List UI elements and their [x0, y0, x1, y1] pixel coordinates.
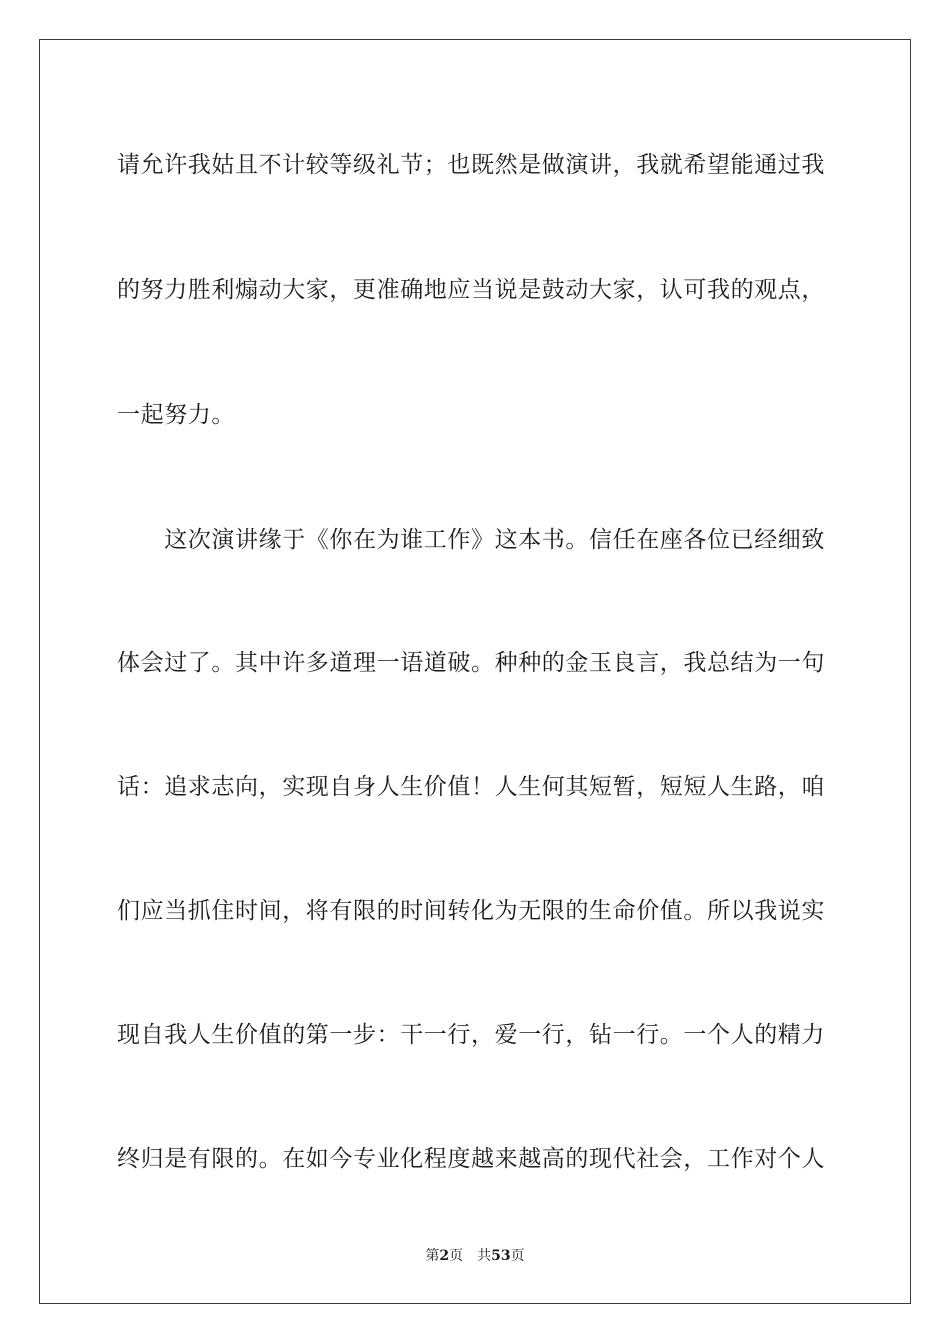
- text-line: 终归是有限的。在如今专业化程度越来越高的现代社会，工作对个人: [117, 1146, 825, 1172]
- total-prefix: 共: [477, 1248, 492, 1264]
- current-page-number: 2: [439, 1248, 450, 1264]
- page-footer: [0, 1247, 950, 1265]
- page-suffix: 页: [449, 1248, 464, 1264]
- text-line: 一起努力。: [117, 402, 235, 428]
- text-line: 现自我人生价值的第一步：干一行，爱一行，钻一行。一个人的精力: [117, 1022, 825, 1048]
- total-pages-number: 53: [491, 1248, 511, 1264]
- text-line: 话：追求志向，实现自身人生价值！人生何其短暂，短短人生路，咱: [117, 774, 825, 800]
- text-line: 请允许我姑且不计较等级礼节；也既然是做演讲，我就希望能通过我: [117, 152, 825, 178]
- text-line: 体会过了。其中许多道理一语道破。种种的金玉良言，我总结为一句: [117, 650, 825, 676]
- page-prefix: 第: [425, 1248, 440, 1264]
- text-line: 们应当抓住时间，将有限的时间转化为无限的生命价值。所以我说实: [117, 898, 825, 924]
- text-line: 的努力胜利煽动大家，更准确地应当说是鼓动大家，认可我的观点，: [117, 277, 825, 303]
- total-suffix: 页: [510, 1248, 525, 1264]
- paragraph-first-line: 这次演讲缘于《你在为谁工作》这本书。信任在座各位已经细致: [117, 527, 825, 553]
